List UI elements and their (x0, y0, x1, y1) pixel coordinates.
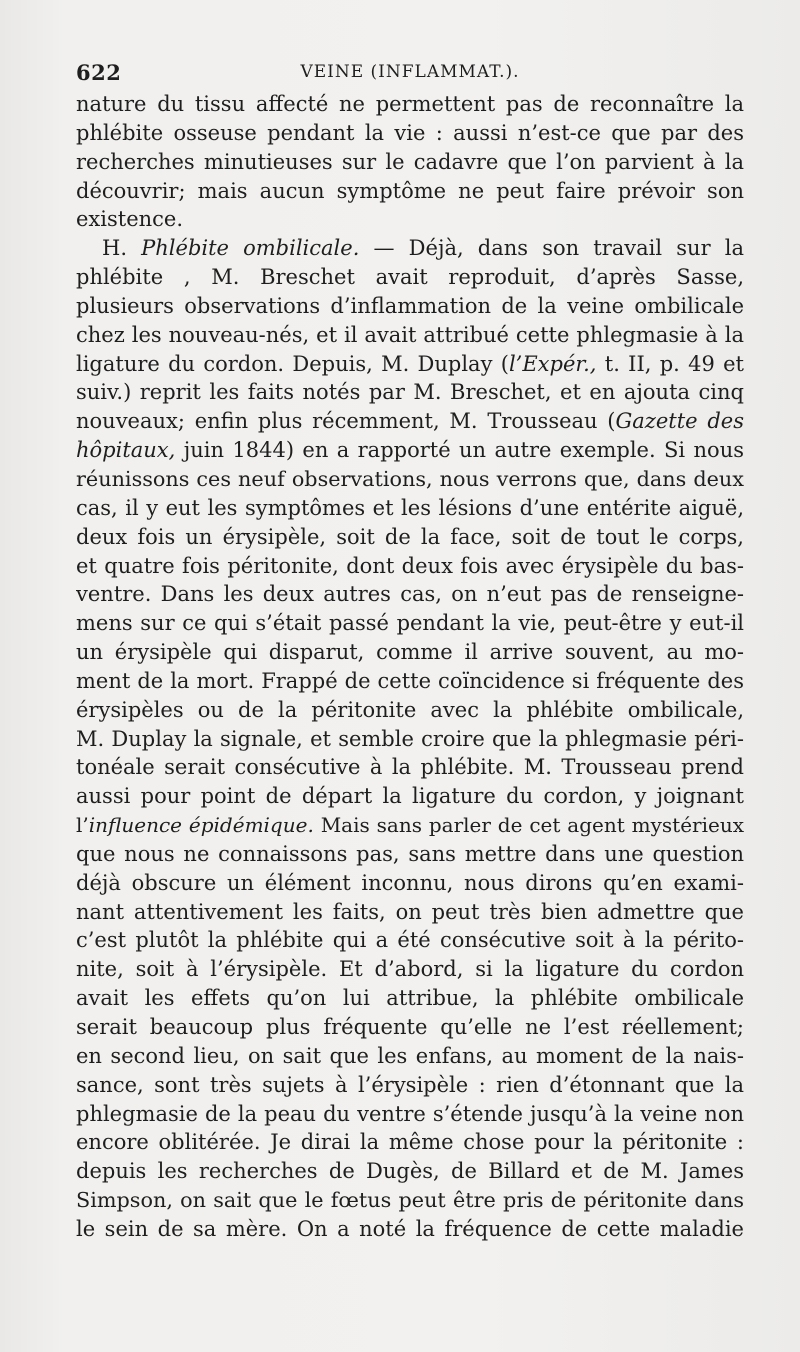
text-line (76, 494, 744, 523)
text-line (76, 869, 744, 898)
text-segment: serait beaucoup plus fréquente qu’elle ne l’est réellement; (76, 1015, 744, 1039)
text-line (76, 1042, 744, 1071)
text-segment: un érysipèle qui disparut, comme il arrive souvent, au mo- (76, 640, 744, 665)
italic-text: hôpitaux, (76, 438, 176, 463)
text-line (76, 725, 744, 754)
text-line (76, 840, 744, 869)
italic-text: Phlébite ombilicale. (141, 236, 360, 261)
text-line (76, 926, 744, 955)
text-segment: encore oblitérée. Je dirai la même chose pour la péritonite : (76, 1130, 744, 1155)
text-segment: M. Duplay la signale, et semble croire que la phlegmasie péri- (76, 726, 744, 751)
text-line (76, 1215, 744, 1244)
text-segment: ment de la mort. Frappé de cette coïncidence si fréquente des (76, 668, 744, 693)
text-segment: déjà obscure un élément inconnu, nous dirons qu’en exami- (76, 870, 744, 895)
text-line (76, 205, 744, 234)
text-line (76, 753, 744, 782)
text-line (76, 696, 744, 725)
text-segment: t. II, p. 49 et (596, 351, 744, 376)
text-line (76, 292, 744, 321)
text-segment: sance, sont très sujets à l’érysipèle : rien d’étonnant que la (76, 1072, 744, 1097)
text-segment: nature du tissu affecté ne permettent pas de reconnaître la (76, 92, 744, 116)
text-line (76, 898, 744, 927)
text-segment: suiv.) reprit les faits notés par M. Breschet, et en ajouta cinq (76, 380, 744, 405)
text-segment: que nous ne connaissons pas, sans mettre dans une question (76, 841, 744, 866)
text-line (76, 1100, 744, 1129)
text-segment: le sein de sa mère. On a noté la fréquence de cette maladie (76, 1216, 744, 1241)
text-line (76, 465, 744, 494)
running-head: VEINE (INFLAMMAT.). (300, 62, 520, 82)
text-line (76, 811, 744, 840)
text-segment: chez les nouveau-nés, et il avait attribué cette phlegmasie à la (76, 322, 744, 347)
text-segment: ventre. Dans les deux autres cas, on n’eut pas de renseigne- (76, 582, 744, 607)
text-segment: en second lieu, on sait que les enfans, au moment de la nais- (76, 1043, 744, 1068)
italic-text: l’Expér., (508, 351, 597, 376)
text-segment: découvrir; mais aucun symptôme ne peut faire prévoir son (76, 178, 744, 203)
text-segment: deux fois un érysipèle, soit de la face, soit de tout le corps, (76, 524, 744, 549)
text-segment: recherches minutieuses sur le cadavre que l’on parvient à la (76, 149, 744, 174)
text-line (76, 523, 744, 552)
text-segment: tonéale serait consécutive à la phlébite. M. Trousseau prend (76, 755, 744, 780)
text-line (76, 263, 744, 292)
text-segment: phlébite osseuse pendant la vie : aussi n’est-ce que par des (76, 120, 744, 145)
text-segment: phlegmasie de la peau du ventre s’étende jusqu’à la veine non (76, 1101, 744, 1126)
text-line (76, 1013, 744, 1042)
text-line (76, 1071, 744, 1100)
text-line (76, 638, 744, 667)
text-segment: Mais sans parler de cet agent mystérieux (313, 813, 744, 838)
text-line (76, 148, 744, 177)
text-line (76, 609, 744, 638)
text-segment: — Déjà, dans son travail sur la (359, 236, 744, 261)
body-text (76, 90, 744, 1244)
text-segment: phlébite , M. Breschet avait reproduit, d’après Sasse, (76, 265, 744, 290)
page-number: 622 (76, 60, 122, 85)
text-line (76, 667, 744, 696)
italic-text: influence épidémique. (88, 813, 314, 838)
italic-text: Gazette des (615, 409, 744, 434)
text-line (76, 552, 744, 581)
text-line (76, 234, 744, 263)
text-line (76, 177, 744, 206)
text-segment: H. (102, 236, 142, 261)
text-line (76, 436, 744, 465)
text-segment: nouveaux; enfin plus récemment, M. Trousseau ( (76, 409, 616, 434)
text-segment: avait les effets qu’on lui attribue, la phlébite ombilicale (76, 986, 744, 1011)
text-line (76, 90, 744, 119)
text-segment: juin 1844) en a rapporté un autre exemple. Si nous (175, 438, 744, 463)
text-line (76, 782, 744, 811)
text-line (76, 119, 744, 148)
text-segment: ligature du cordon. Depuis, M. Duplay ( (76, 351, 509, 376)
text-segment: plusieurs observations d’inflammation de la veine ombilicale (76, 293, 744, 318)
text-segment: réunissons ces neuf observations, nous verrons que, dans deux (76, 466, 744, 491)
text-segment: aussi pour point de départ la ligature du cordon, y joignant (76, 784, 744, 809)
text-line (76, 407, 744, 436)
text-segment: cas, il y eut les symptômes et les lésions d’une entérite aiguë, (76, 495, 744, 520)
text-segment: c’est plutôt la phlébite qui a été consécutive soit à la périto- (76, 928, 744, 953)
text-segment: existence. (76, 207, 184, 232)
text-segment: Simpson, on sait que le fœtus peut être pris de péritonite dans (76, 1188, 744, 1213)
text-line (76, 378, 744, 407)
text-line (76, 580, 744, 609)
page-header (76, 60, 744, 90)
text-line (76, 955, 744, 984)
text-line (76, 350, 744, 379)
text-segment: depuis les recherches de Dugès, de Billard et de M. James (76, 1159, 744, 1184)
text-line (76, 1186, 744, 1215)
text-line (76, 321, 744, 350)
text-segment: nant attentivement les faits, on peut très bien admettre que (76, 899, 744, 924)
text-line (76, 984, 744, 1013)
text-segment: nite, soit à l’érysipèle. Et d’abord, si la ligature du cordon (76, 957, 744, 982)
text-segment: et quatre fois péritonite, dont deux fois avec érysipèle du bas- (76, 553, 744, 578)
text-segment: érysipèles ou de la péritonite avec la phlébite ombilicale, (76, 697, 744, 722)
text-segment: mens sur ce qui s’était passé pendant la vie, peut-être y eut-il (76, 611, 744, 636)
text-line (76, 1157, 744, 1186)
text-segment: l’ (76, 813, 89, 838)
text-line (76, 1128, 744, 1157)
